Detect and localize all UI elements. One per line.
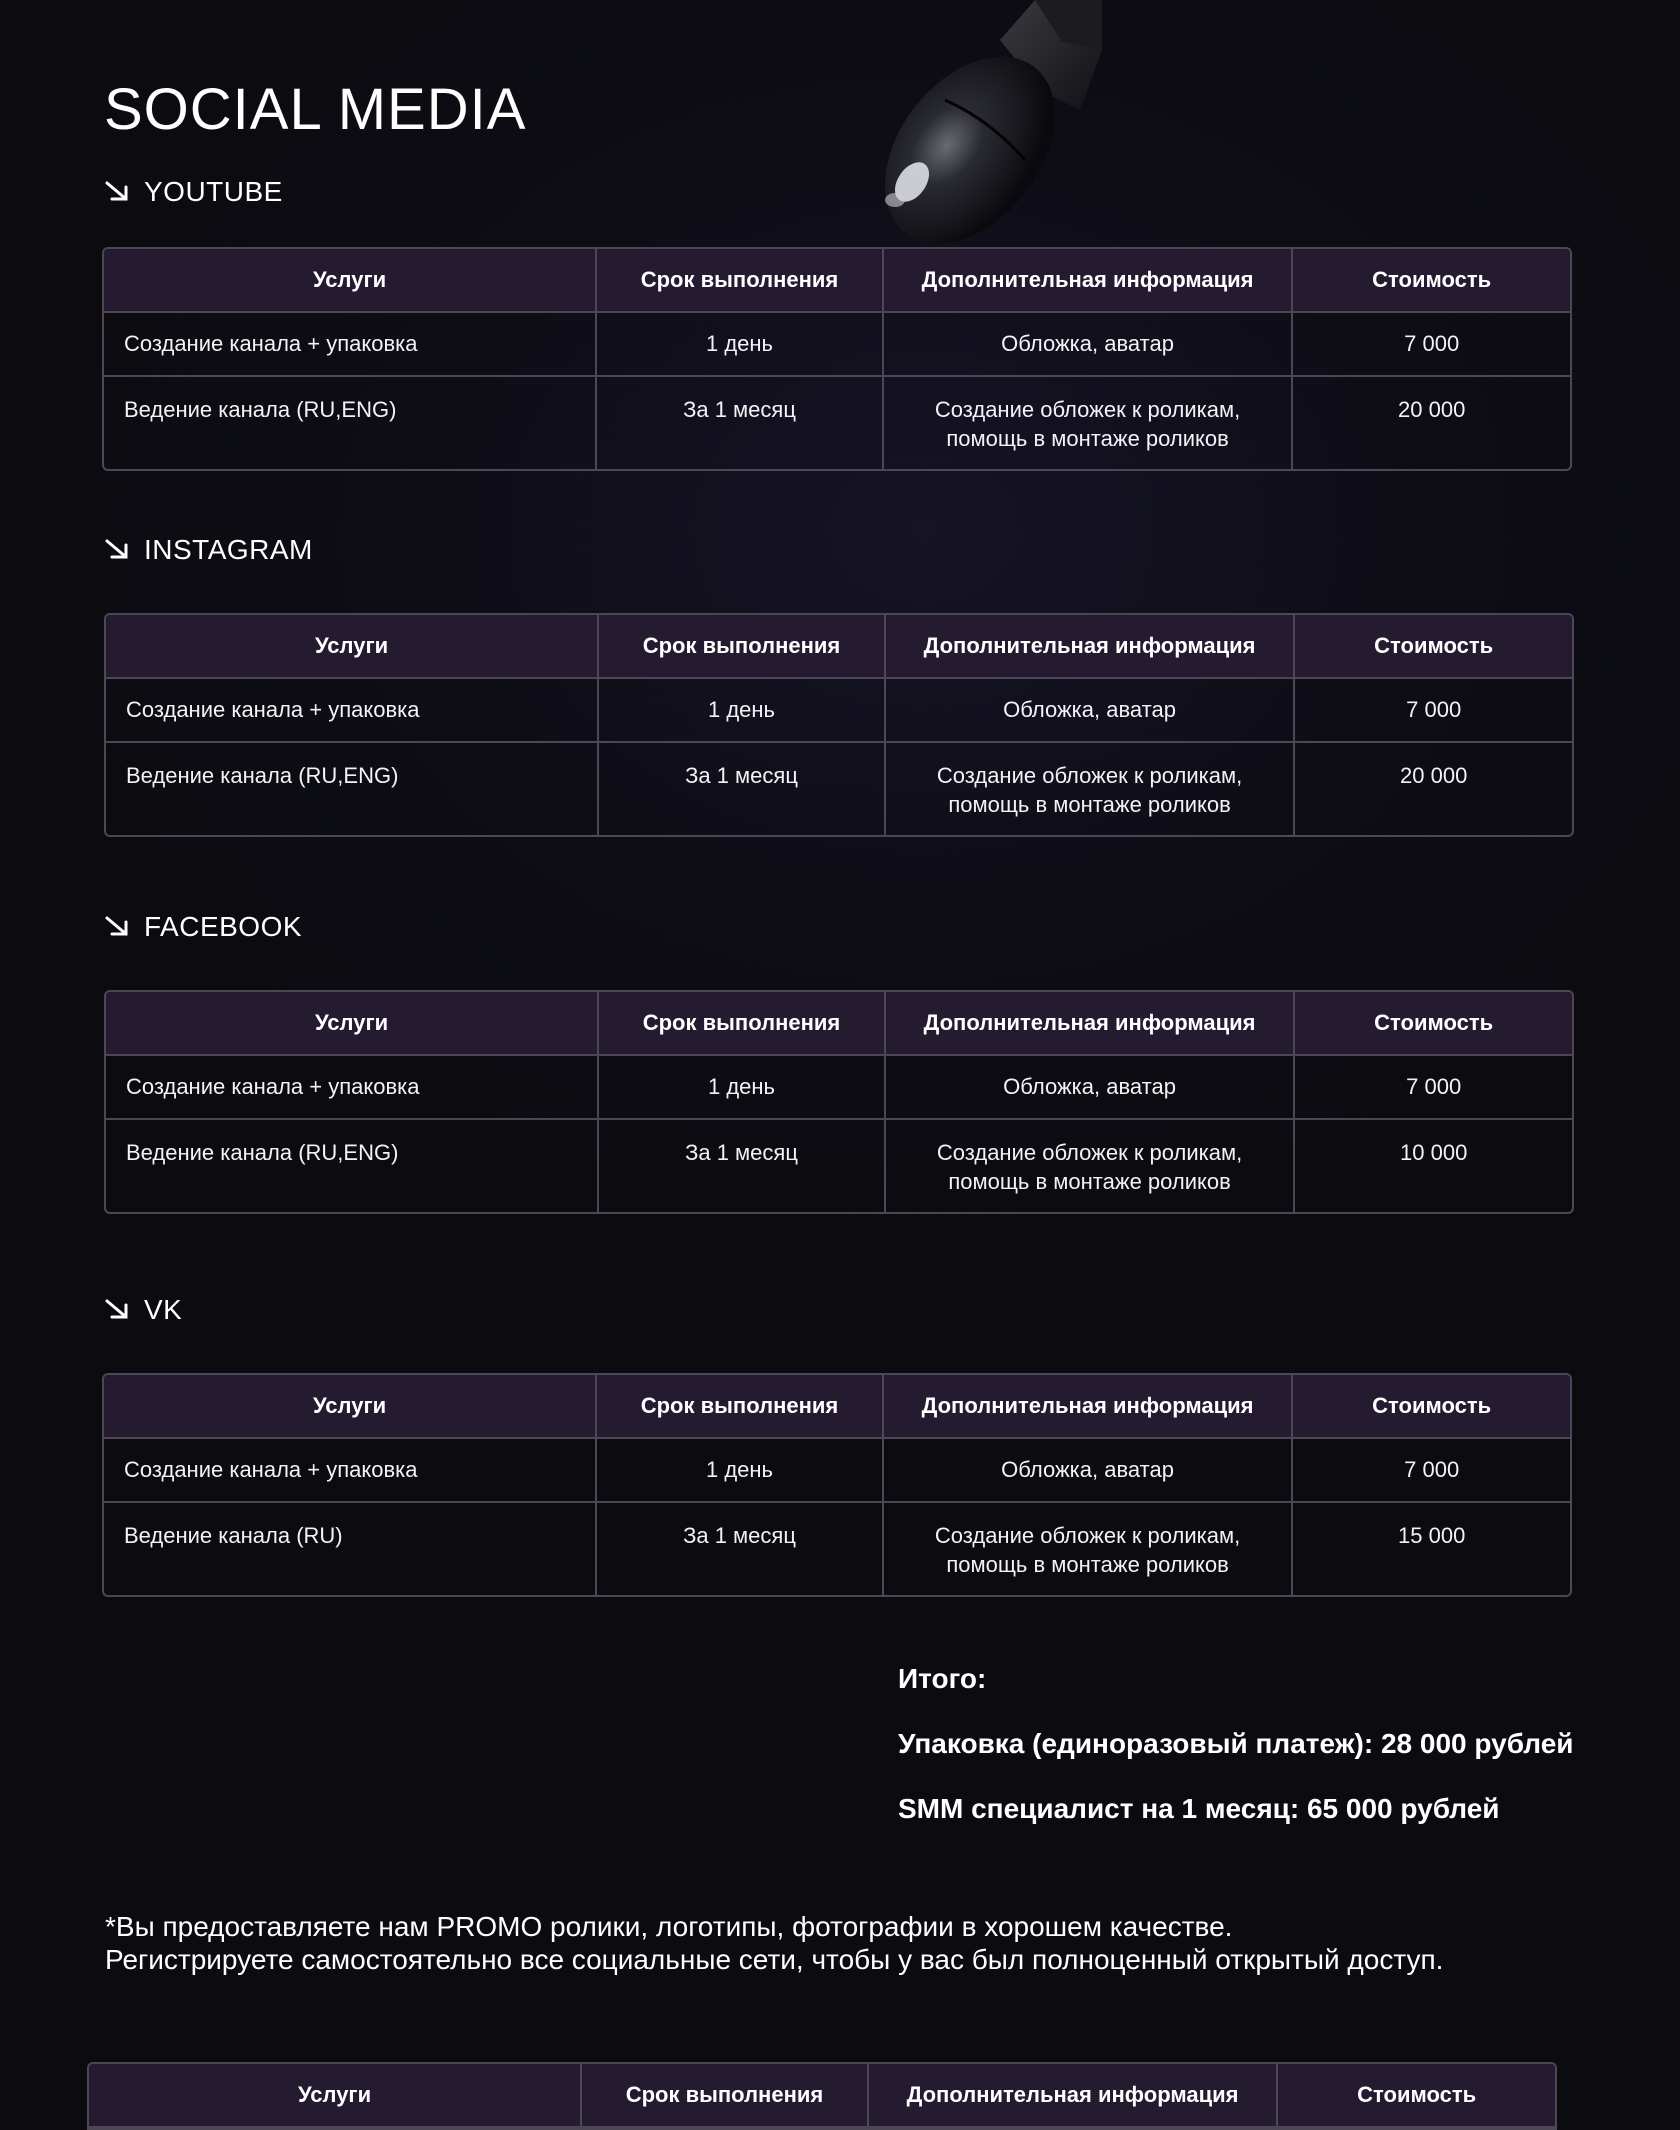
arrow-down-right-icon	[104, 1297, 130, 1323]
bomb-icon	[850, 0, 1110, 250]
cell-term: 1 день	[599, 1056, 886, 1120]
section-heading	[104, 1294, 182, 1326]
table-row	[106, 1056, 1572, 1120]
cell-info	[884, 1503, 1294, 1595]
header-service: Услуги	[104, 1375, 597, 1439]
cell-term: За 1 месяц	[597, 1503, 884, 1595]
cell-price: 20 000	[1398, 397, 1466, 422]
price-table	[104, 613, 1574, 837]
table-header-row	[106, 992, 1572, 1056]
arrow-down-right-icon	[104, 179, 130, 205]
cell-price: 7 000	[1293, 1439, 1570, 1503]
footnote	[105, 1910, 1443, 1976]
cell-info-line: Создание обложек к роликам,	[936, 763, 1243, 788]
cell-info	[886, 743, 1296, 835]
footnote-line: Регистрируете самостоятельно все социальные сети, чтобы у вас был полноценный открытый доступ.	[105, 1944, 1444, 1975]
table-row	[104, 313, 1570, 377]
cell-price: 7 000	[1295, 1056, 1572, 1120]
header-price: Стоимость	[1293, 1375, 1570, 1439]
cell-service: Ведение канала (RU)	[104, 1503, 597, 1595]
cell-info: Обложка, аватар	[886, 1056, 1296, 1120]
cell-info-line: Создание обложек к роликам,	[936, 1140, 1243, 1165]
cell-service: Создание канала + упаковка	[106, 679, 599, 743]
header-price: Стоимость	[1293, 249, 1570, 313]
totals-packaging: Упаковка (единоразовый платеж): 28 000 рублей	[898, 1728, 1574, 1759]
header-term: Срок выполнения	[597, 249, 884, 313]
cell-price: 10 000	[1400, 1140, 1468, 1165]
section-heading	[104, 176, 283, 208]
header-info: Дополнительная информация	[884, 1375, 1294, 1439]
table-row	[104, 1439, 1570, 1503]
cell-info-line: помощь в монтаже роликов	[946, 1552, 1229, 1577]
cell-term: 1 день	[597, 1439, 884, 1503]
cell-info	[886, 1120, 1296, 1212]
table-row	[106, 1120, 1572, 1212]
cell-info-line: помощь в монтаже роликов	[946, 426, 1229, 451]
header-price: Стоимость	[1278, 2064, 1555, 2128]
section-heading-label: YOUTUBE	[144, 176, 283, 207]
section-heading-label: FACEBOOK	[144, 911, 303, 942]
section-heading	[104, 534, 313, 566]
price-table	[87, 2062, 1557, 2130]
price-table	[102, 247, 1572, 471]
cell-price: 7 000	[1293, 313, 1570, 377]
totals-smm: SMM специалист на 1 месяц: 65 000 рублей	[898, 1793, 1500, 1824]
header-price: Стоимость	[1295, 992, 1572, 1056]
cell-term: За 1 месяц	[599, 743, 886, 835]
header-term: Срок выполнения	[599, 992, 886, 1056]
arrow-down-right-icon	[104, 914, 130, 940]
cell-term: 1 день	[599, 679, 886, 743]
cell-term: 1 день	[597, 313, 884, 377]
header-term: Срок выполнения	[599, 615, 886, 679]
cell-info: Обложка, аватар	[884, 1439, 1294, 1503]
cell-price: 7 000	[1295, 679, 1572, 743]
footnote-line: *Вы предоставляете нам PROMO ролики, логотипы, фотографии в хорошем качестве.	[105, 1911, 1233, 1942]
table-row	[104, 1503, 1570, 1595]
cell-info-line: Создание обложек к роликам,	[934, 397, 1241, 422]
cell-service: Ведение канала (RU,ENG)	[104, 377, 597, 469]
header-service: Услуги	[106, 615, 599, 679]
header-service: Услуги	[106, 992, 599, 1056]
price-table	[104, 990, 1574, 1214]
table-header-row	[104, 249, 1570, 313]
price-table	[102, 1373, 1572, 1597]
section-heading-label: VK	[144, 1294, 183, 1325]
header-info: Дополнительная информация	[869, 2064, 1279, 2128]
table-header-row	[106, 615, 1572, 679]
header-price: Стоимость	[1295, 615, 1572, 679]
header-term: Срок выполнения	[597, 1375, 884, 1439]
page-title: SOCIAL MEDIA	[104, 77, 527, 142]
header-info: Дополнительная информация	[886, 992, 1296, 1056]
arrow-down-right-icon	[104, 537, 130, 563]
header-service: Услуги	[104, 249, 597, 313]
cell-info	[884, 377, 1294, 469]
totals-label: Итого:	[898, 1663, 987, 1694]
header-info: Дополнительная информация	[884, 249, 1294, 313]
cell-price: 20 000	[1400, 763, 1468, 788]
section-heading-label: INSTAGRAM	[144, 534, 313, 565]
table-row	[106, 679, 1572, 743]
cell-info-line: Создание обложек к роликам,	[934, 1523, 1241, 1548]
cell-term: За 1 месяц	[599, 1120, 886, 1212]
header-service: Услуги	[89, 2064, 582, 2128]
cell-info: Обложка, аватар	[884, 313, 1294, 377]
cell-info-line: помощь в монтаже роликов	[948, 792, 1231, 817]
header-info: Дополнительная информация	[886, 615, 1296, 679]
cell-info: Обложка, аватар	[886, 679, 1296, 743]
cell-info-line: помощь в монтаже роликов	[948, 1169, 1231, 1194]
header-term: Срок выполнения	[582, 2064, 869, 2128]
cell-service: Ведение канала (RU,ENG)	[106, 1120, 599, 1212]
cell-term: За 1 месяц	[597, 377, 884, 469]
cell-service: Создание канала + упаковка	[104, 313, 597, 377]
cell-service: Создание канала + упаковка	[104, 1439, 597, 1503]
table-header-row	[104, 1375, 1570, 1439]
totals-block	[898, 1664, 1574, 1859]
table-row	[104, 377, 1570, 469]
cell-service: Создание канала + упаковка	[106, 1056, 599, 1120]
cell-service: Ведение канала (RU,ENG)	[106, 743, 599, 835]
cell-price: 15 000	[1398, 1523, 1466, 1548]
section-heading	[104, 911, 302, 943]
table-header-row	[89, 2064, 1555, 2128]
table-row	[106, 743, 1572, 835]
